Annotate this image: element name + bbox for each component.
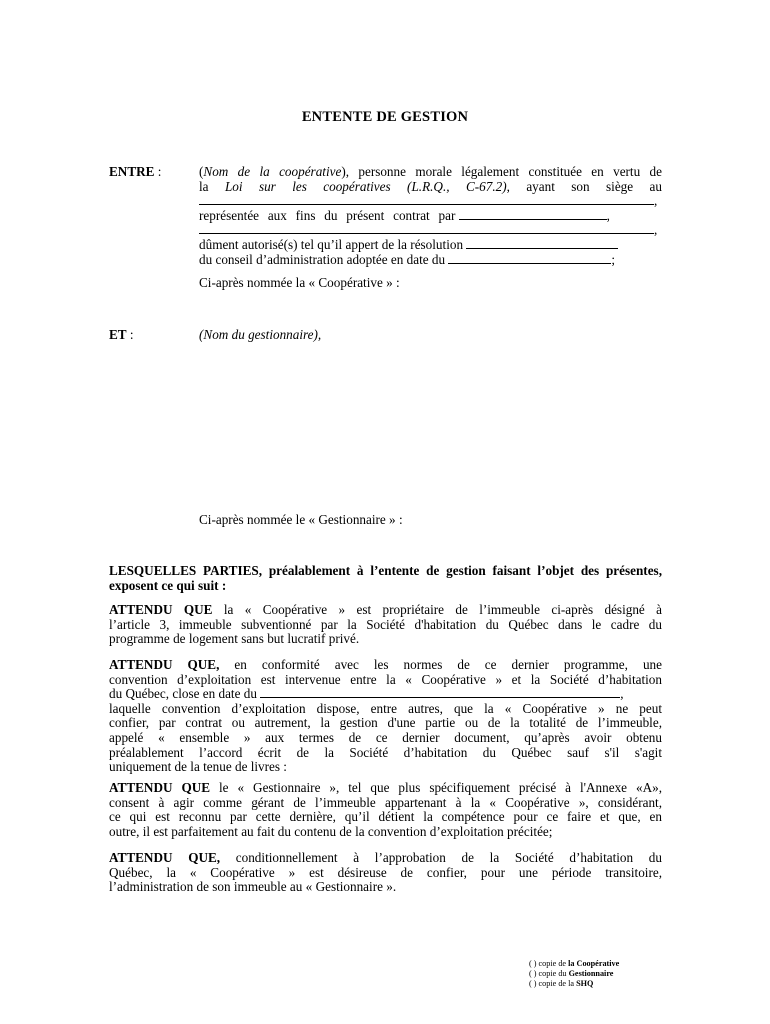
attendu-paragraph-2: ATTENDU QUE, en conformité avec les normes de ce dernier programme, une convention d’exploitation est intervenue entre la « Coopérative » et la Société d’habitation du Québec, close en date du , laquelle convention d’exploitation dispose, entre autres, que la « Coopérative » ne peut confier, par contrat ou autrement, la gestion d'une partie ou de la totalité de l’immeuble, appelé « ensemble » aux termes de ce dernier document, qu’après avoir obtenu préalablement l’accord écrit de la Société d’habitation du Québec sauf s'il s'agit uniquement de la tenue de livres :	[109, 657, 662, 775]
entre-line-2: la Loi sur les coopératives (L.R.Q., C-67.2), ayant son siège au	[199, 178, 662, 194]
blank-field[interactable]	[466, 238, 618, 249]
blank-field[interactable]	[199, 194, 654, 205]
blank-field[interactable]	[260, 687, 620, 698]
et-label: ET :	[109, 327, 134, 342]
et-after: Ci-après nommée le « Gestionnaire » :	[199, 512, 403, 527]
entre-after: Ci-après nommée la « Coopérative » :	[199, 275, 400, 290]
copies-footer	[529, 959, 619, 990]
entre-line-1: (Nom de la coopérative), personne morale légalement constituée en vertu de	[199, 164, 662, 179]
entre-line-4: représentée aux fins du présent contrat par ,	[199, 207, 610, 223]
entre-line-3: ,	[199, 194, 662, 209]
entre-body	[199, 165, 662, 267]
document-title: ENTENTE DE GESTION	[301, 109, 469, 125]
blank-field[interactable]	[199, 223, 654, 234]
copy-shq: ( ) copie de la SHQ	[529, 979, 594, 989]
intro-paragraph: LESQUELLES PARTIES, préalablement à l’entente de gestion faisant l’objet des présentes, exposent ce qui suit :	[109, 563, 662, 593]
et-name: (Nom du gestionnaire),	[199, 327, 322, 342]
entre-line-6: dûment autorisé(s) tel qu’il appert de la résolution	[199, 238, 662, 253]
entre-line-5: ,	[199, 223, 662, 238]
copy-gestionnaire: ( ) copie du Gestionnaire	[529, 969, 614, 979]
blank-field[interactable]	[448, 253, 611, 264]
copy-cooperative: ( ) copie de la Coopérative	[529, 959, 620, 968]
attendu-paragraph-3: ATTENDU QUE le « Gestionnaire », tel que plus spécifiquement précisé à l'Annexe «A», consent à agir comme gérant de l’immeuble appartenant à la « Coopérative », considérant, ce qui est reconnu par cette dernière, qu’il détient la compétence pour ce faire et que, en outre, il est parfaitement au fait du contenu de la convention d’exploitation précitée;	[109, 780, 662, 839]
blank-field[interactable]	[459, 209, 607, 220]
attendu-paragraph-4: ATTENDU QUE, conditionnellement à l’approbation de la Société d’habitation du Québec, la « Coopérative » est désireuse de confier, pour une période transitoire, l’administration de son immeuble au « Gestionnaire ».	[109, 850, 662, 895]
entre-line-7: du conseil d’administration adoptée en date du ;	[199, 251, 616, 267]
entre-label: ENTRE :	[109, 164, 162, 179]
attendu-paragraph-1: ATTENDU QUE la « Coopérative » est propriétaire de l’immeuble ci-après désigné à l’article 3, immeuble subventionné par la Société d'habitation du Québec dans le cadre du programme de logement sans but lucratif privé.	[109, 602, 662, 647]
